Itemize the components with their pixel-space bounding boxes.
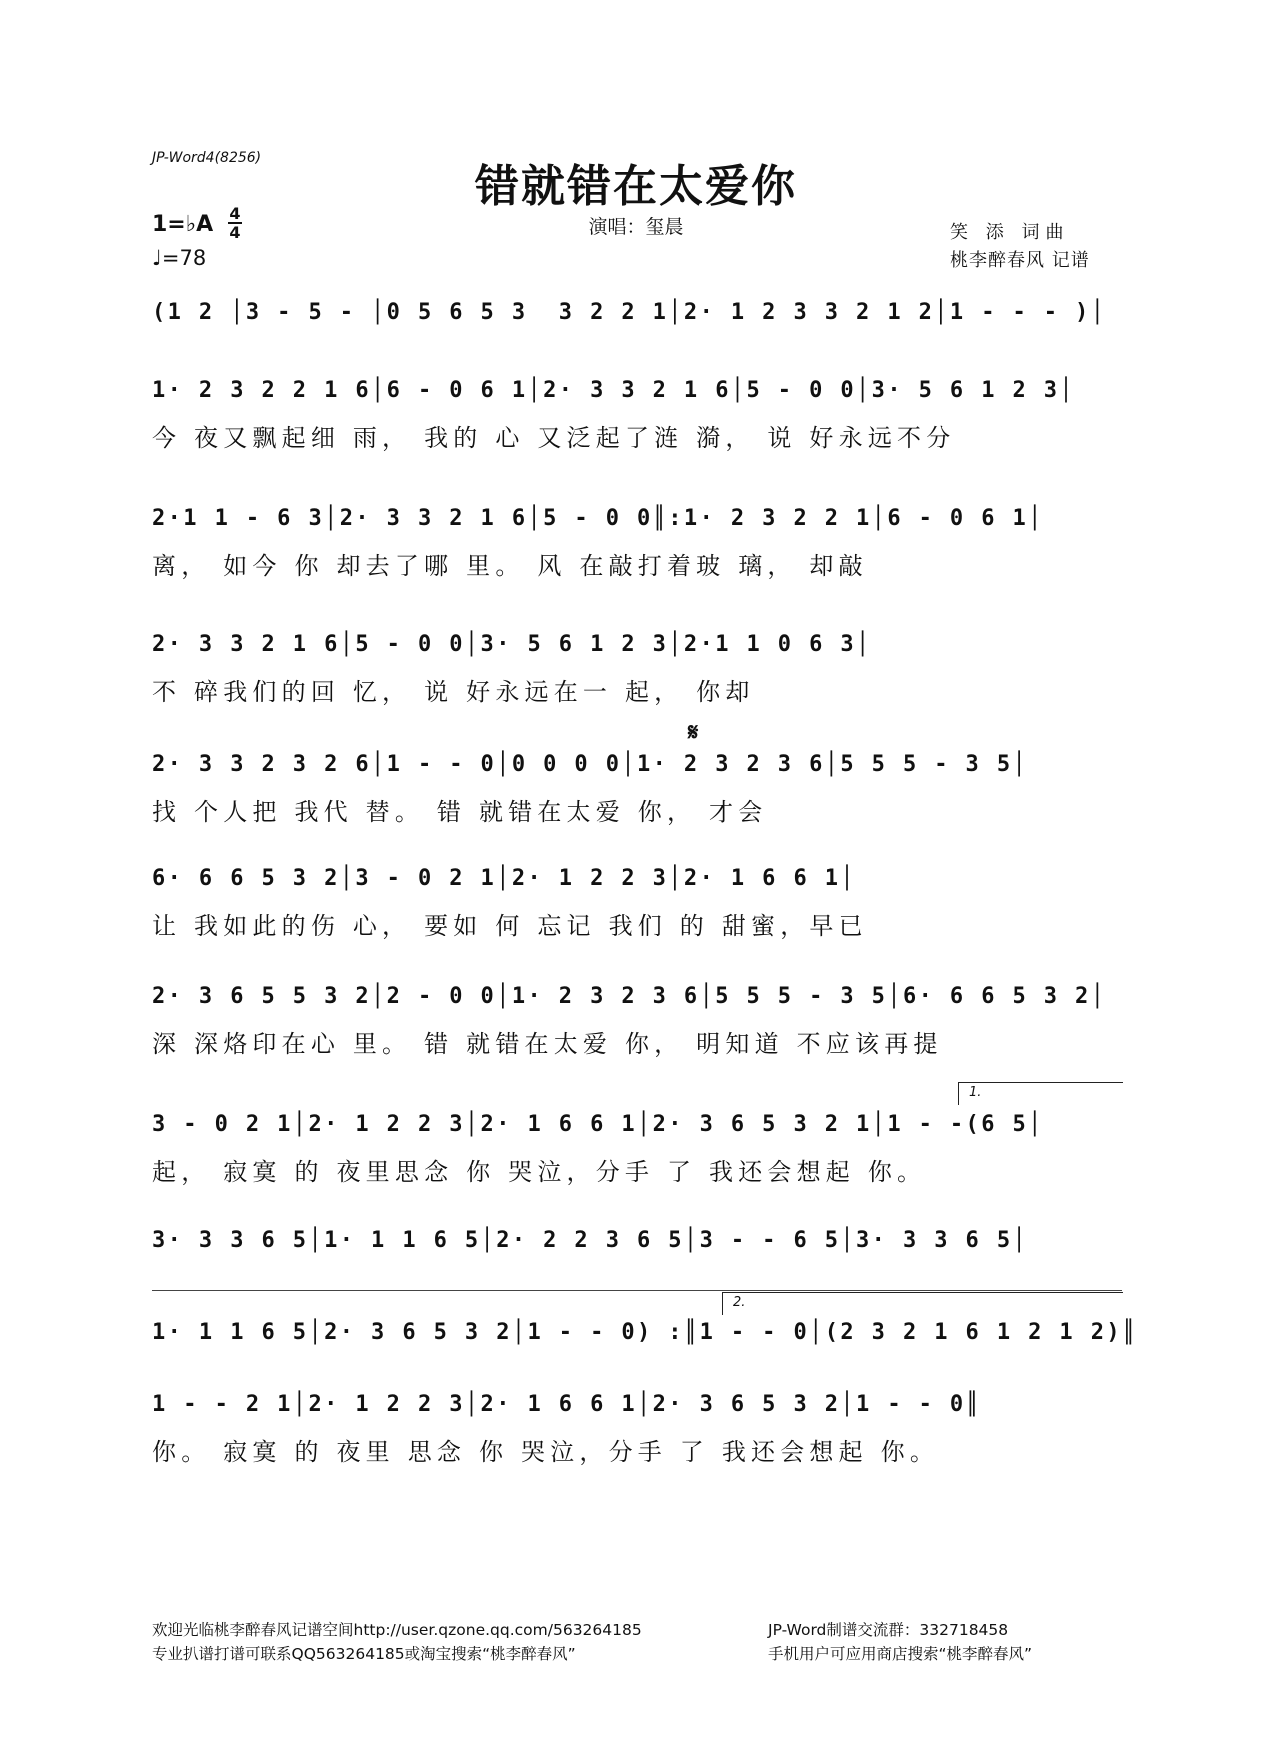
score-line-7-notes: 2· 3 6 5 5 3 2│2 - 0 0│1· 2 3 2 3 6│5 5 5 - 3 5│6· 6 6 5 3 2│: [152, 984, 1107, 1009]
score-line-9-notes: 3· 3 3 6 5│1· 1 1 6 5│2· 2 2 3 6 5│3 - - 6 5│3· 3 3 6 5│: [152, 1228, 1029, 1253]
score-line-8-lyrics: 起， 寂寞 的 夜里思念 你 哭泣，分手 了 我还会想起 你。: [152, 1158, 927, 1186]
time-signature: [228, 206, 242, 240]
volta-1-extension-line: [152, 1290, 1122, 1291]
score-line-7-lyrics: 深 深烙印在心 里。 错 就错在太爱 你， 明知道 不应该再提: [152, 1030, 943, 1058]
time-signature-bottom: 4: [229, 223, 241, 242]
score-line-11-notes: 1 - - 2 1│2· 1 2 2 3│2· 1 6 6 1│2· 3 6 5 3 2│1 - - 0║: [152, 1392, 982, 1417]
score-line-3-lyrics: 离， 如今 你 却去了哪 里。 风 在敲打着玻 璃， 却敲: [152, 552, 868, 580]
score-line-5-lyrics: 找 个人把 我代 替。 错 就错在太爱 你， 才会: [152, 798, 768, 826]
score-line-6-notes: 6· 6 6 5 3 2│3 - 0 2 1│2· 1 2 2 3│2· 1 6 6 1│: [152, 866, 857, 891]
score-line-2-lyrics: 今 夜又飘起细 雨， 我的 心 又泛起了涟 漪， 说 好永远不分: [152, 424, 956, 452]
score-line-10-notes: 1· 1 1 6 5│2· 3 6 5 3 2│1 - - 0) :║1 - - 0│(2 3 2 1 6 1 2 1 2)║: [152, 1320, 1138, 1345]
score-line-4-lyrics: 不 碎我们的回 忆， 说 好永远在一 起， 你却: [152, 678, 755, 706]
singer-credit: 演唱：玺晨: [588, 216, 684, 238]
score-line-3-notes: 2·1 1 - 6 3│2· 3 3 2 1 6│5 - 0 0║:1· 2 3 2 2 1│6 - 0 6 1│: [152, 506, 1044, 531]
footer-website: 欢迎光临桃李醉春风记谱空间http://user.qzone.qq.com/563264185: [152, 1621, 642, 1639]
song-title: 错就错在太爱你: [475, 161, 797, 212]
score-line-8-notes: 3 - 0 2 1│2· 1 2 2 3│2· 1 6 6 1│2· 3 6 5 3 2 1│1 - -(6 5│: [152, 1112, 1044, 1137]
score-line-11-lyrics: 你。 寂寞 的 夜里 思念 你 哭泣，分手 了 我还会想起 你。: [152, 1438, 940, 1466]
source-label: JP-Word4(8256): [152, 150, 262, 166]
volta-1-label: 1.: [969, 1085, 982, 1100]
volta-bracket-2: [722, 1292, 1123, 1315]
key-signature: 1=♭A: [152, 212, 214, 237]
footer-group: JP-Word制谱交流群：332718458: [768, 1621, 1009, 1639]
footer-app-hint: 手机用户可应用商店搜索“桃李醉春风”: [768, 1645, 1033, 1663]
time-signature-top: 4: [229, 204, 241, 223]
score-line-5-notes: 2· 3 3 2 3 2 6│1 - - 0│0 0 0 0│1· 2 3 2 3 6│5 5 5 - 3 5│: [152, 752, 1029, 777]
score-line-2-notes: 1· 2 3 2 2 1 6│6 - 0 6 1│2· 3 3 2 1 6│5 - 0 0│3· 5 6 1 2 3│: [152, 378, 1076, 403]
transcriber-credit: 桃李醉春风 记谱: [950, 250, 1090, 271]
score-line-4-notes: 2· 3 3 2 1 6│5 - 0 0│3· 5 6 1 2 3│2·1 1 0 6 3│: [152, 632, 872, 657]
tempo-marking: ♩=78: [152, 246, 207, 270]
score-line-1-notes: (1 2 │3 - 5 - │0 5 6 5 3 3 2 2 1│2· 1 2 3 3 2 1 2│1 - - - )│: [152, 300, 1107, 325]
score-line-6-lyrics: 让 我如此的伤 心， 要如 何 忘记 我们 的 甜蜜，早已: [152, 912, 868, 940]
volta-bracket-1: [958, 1082, 1123, 1105]
segno-icon: 𝄋: [688, 718, 699, 746]
volta-2-label: 2.: [733, 1295, 746, 1310]
footer-contact: 专业扒谱打谱可联系QQ563264185或淘宝搜索“桃李醉春风”: [152, 1645, 576, 1663]
lyricist-composer-credit: 笑 添 词曲: [950, 222, 1070, 243]
